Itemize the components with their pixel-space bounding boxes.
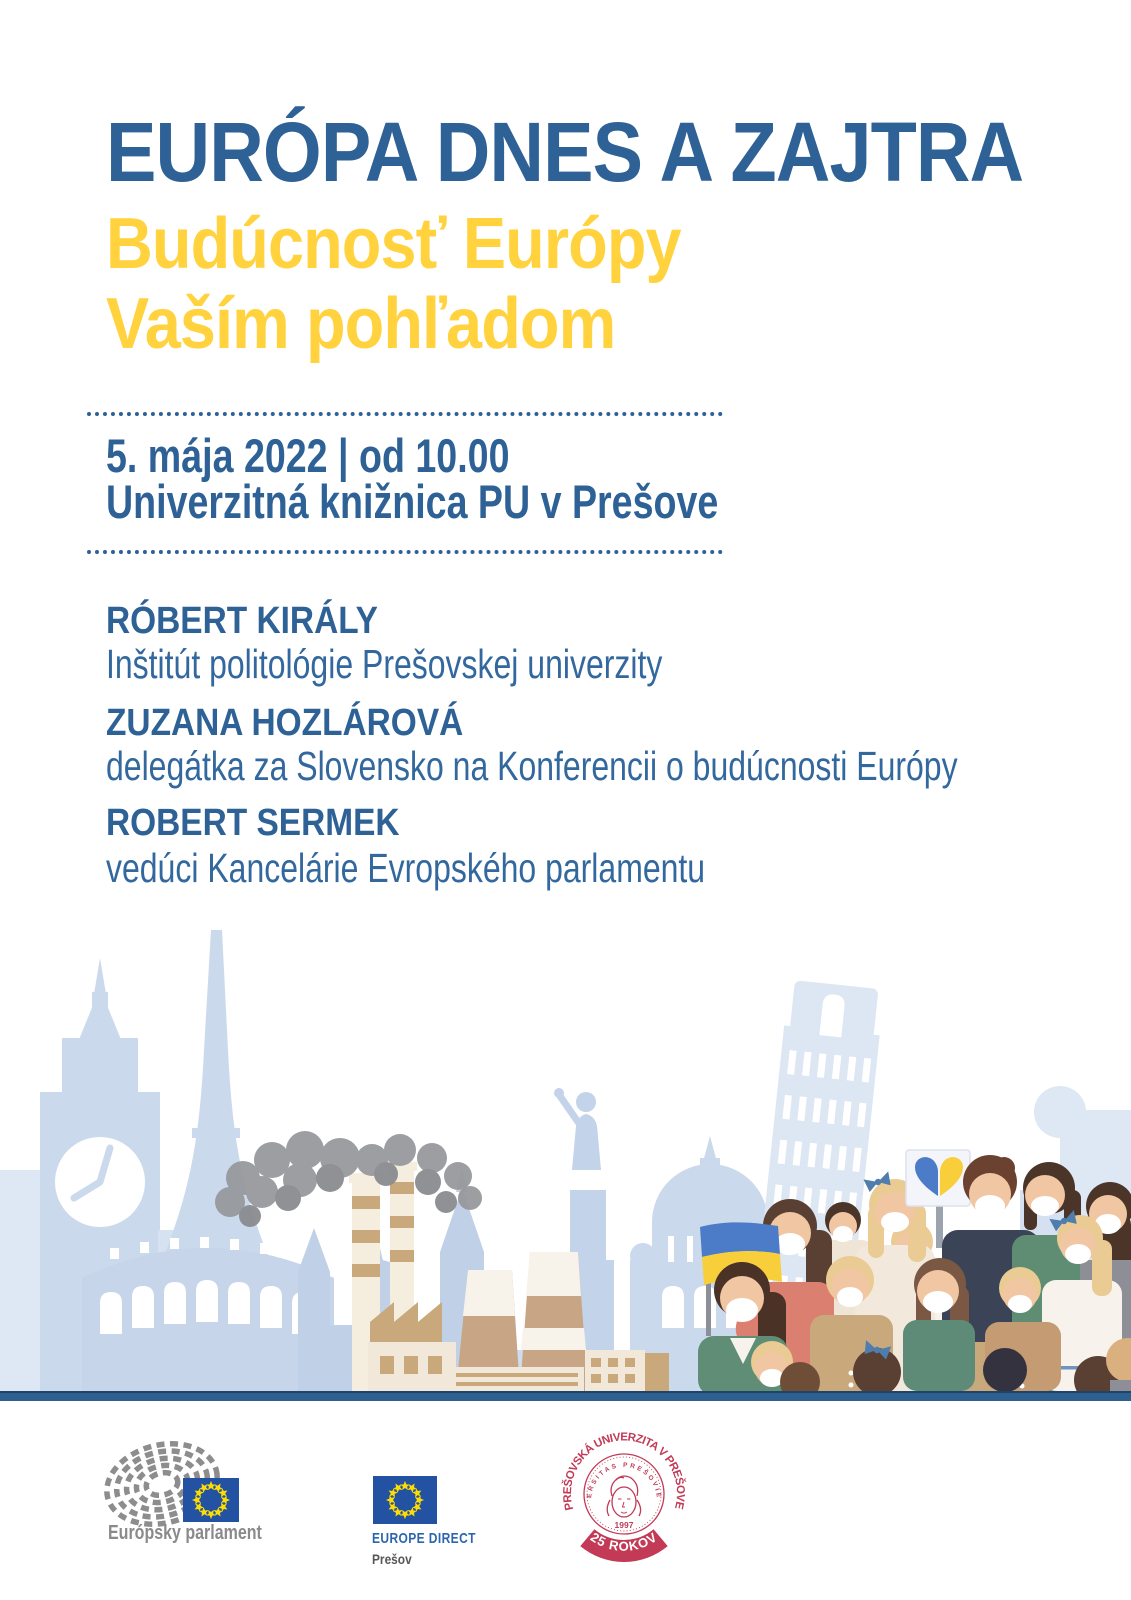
footer-divider-bar <box>0 1391 1131 1401</box>
poster-title: EURÓPA DNES A ZAJTRA <box>106 105 1024 199</box>
crowd-illustration <box>698 1150 1131 1391</box>
europe-direct-city: Prešov <box>372 1551 412 1567</box>
europe-direct-logo <box>373 1476 437 1524</box>
seal-outer-text: PREŠOVSKÁ UNIVERZITA V PREŠOVE <box>561 1431 687 1512</box>
presov-university-seal <box>552 1424 697 1574</box>
svg-text:PREŠOVSKÁ UNIVERZITA V PREŠOVE <box>561 1431 686 1511</box>
event-datetime: 5. mája 2022 | od 10.00 <box>106 429 510 482</box>
poster-subtitle-line1: Budúcnosť Európy <box>106 204 681 284</box>
dotted-divider-top <box>87 412 723 416</box>
seal-year: 1997 <box>614 1520 634 1530</box>
speaker-name: ZUZANA HOZLÁROVÁ <box>106 702 464 744</box>
smoke-clouds <box>215 1131 482 1227</box>
european-parliament-logo <box>104 1440 264 1530</box>
event-venue: Univerzitná knižnica PU v Prešove <box>106 475 719 528</box>
poster-subtitle-line2: Vaším pohľadom <box>106 284 616 364</box>
factory-illustration <box>349 1162 669 1391</box>
seal-banner-text: 25 ROKOV <box>587 1529 661 1554</box>
seal-portrait-icon <box>607 1476 640 1517</box>
eu-flag-icon <box>183 1478 239 1522</box>
european-parliament-label: Európsky parlament <box>108 1522 262 1544</box>
speaker-role: vedúci Kancelárie Evropského parlamentu <box>106 845 706 891</box>
speaker-name: ROBERT SERMEK <box>106 802 400 844</box>
speaker-name: RÓBERT KIRÁLY <box>106 600 378 642</box>
seal-inner-text: UNIVERSITAS PREŠOVIENSIS <box>585 1461 663 1499</box>
europe-illustration <box>0 930 1131 1391</box>
europe-direct-label: EUROPE DIRECT <box>372 1530 476 1547</box>
speaker-role: delegátka za Slovensko na Konferencii o budúcnosti Európy <box>106 743 958 789</box>
svg-text:UNIVERSITAS PREŠOVIENSIS <box>586 1462 662 1499</box>
speaker-role: Inštitút politológie Prešovskej univerzity <box>106 641 663 687</box>
dotted-divider-bottom <box>87 550 723 554</box>
